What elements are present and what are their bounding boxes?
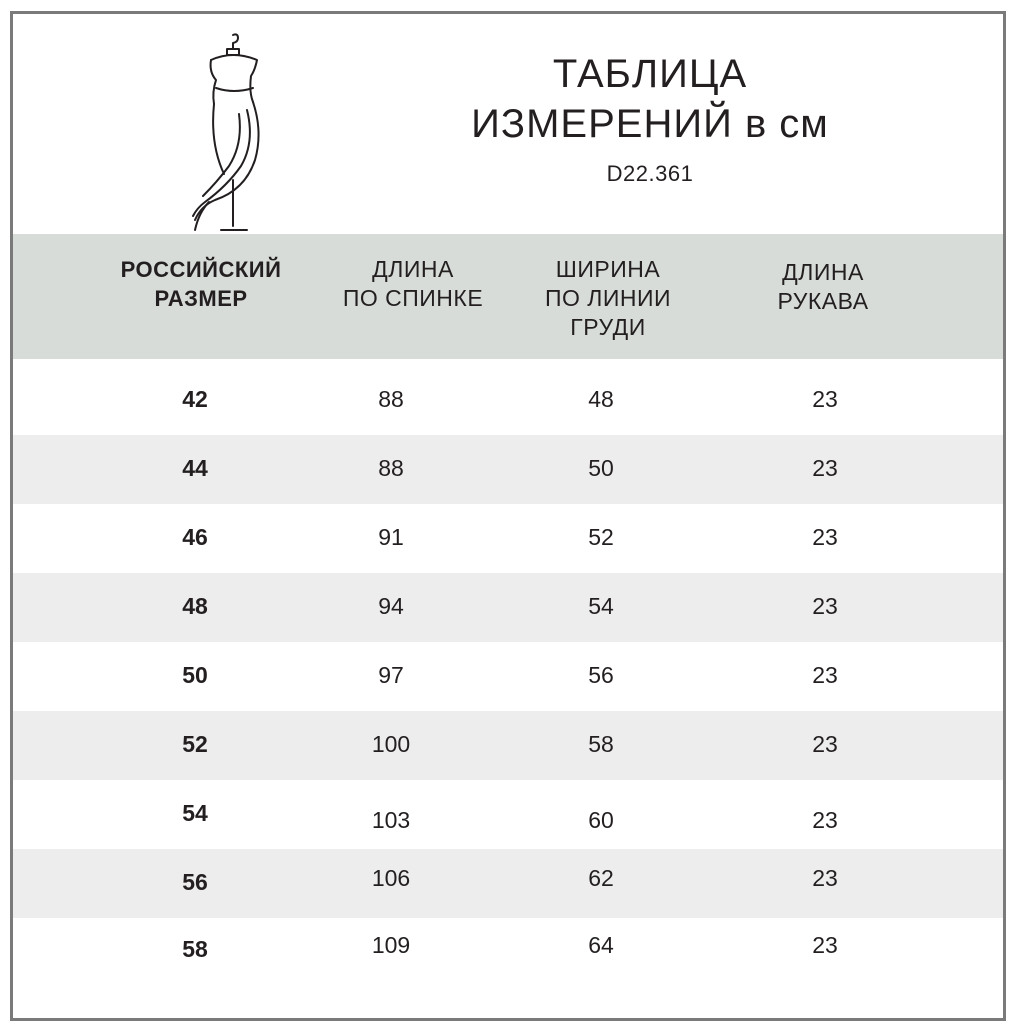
header-sleeve-length: ДЛИНА РУКАВА bbox=[777, 259, 869, 314]
size-cell: 56 bbox=[182, 869, 208, 895]
back-length-cell: 100 bbox=[371, 731, 411, 757]
header-back-length: ДЛИНА ПО СПИНКЕ bbox=[342, 256, 484, 311]
size-cell: 58 bbox=[182, 936, 208, 962]
back-length-cell: 97 bbox=[378, 662, 404, 688]
back-length-cell: 88 bbox=[378, 386, 404, 412]
table-row bbox=[13, 435, 1003, 504]
chest-width-cell: 60 bbox=[588, 807, 614, 833]
back-length-cell: 88 bbox=[378, 455, 404, 481]
chest-width-cell: 50 bbox=[588, 455, 614, 481]
sleeve-length-cell: 23 bbox=[812, 731, 838, 757]
sleeve-length-cell: 23 bbox=[812, 932, 838, 958]
table-header bbox=[13, 234, 1003, 359]
header-chest-width: ШИРИНА ПО ЛИНИИ ГРУДИ bbox=[544, 256, 672, 340]
title-line-1: ТАБЛИЦА bbox=[552, 52, 748, 96]
chest-width-cell: 56 bbox=[588, 662, 614, 688]
table-row bbox=[13, 366, 1003, 435]
back-length-cell: 94 bbox=[378, 593, 404, 619]
sleeve-length-cell: 23 bbox=[812, 865, 838, 891]
sleeve-length-cell: 23 bbox=[812, 524, 838, 550]
sleeve-length-cell: 23 bbox=[812, 386, 838, 412]
sleeve-length-cell: 23 bbox=[812, 593, 838, 619]
chest-width-cell: 58 bbox=[588, 731, 614, 757]
size-cell: 46 bbox=[182, 524, 208, 550]
chest-width-cell: 54 bbox=[588, 593, 614, 619]
size-cell: 48 bbox=[182, 593, 208, 619]
size-cell: 54 bbox=[182, 800, 208, 826]
table-row bbox=[13, 849, 1003, 918]
chest-width-cell: 64 bbox=[588, 932, 614, 958]
size-cell: 50 bbox=[182, 662, 208, 688]
sleeve-length-cell: 23 bbox=[812, 662, 838, 688]
back-length-cell: 106 bbox=[371, 865, 411, 891]
table-row bbox=[13, 711, 1003, 780]
back-length-cell: 103 bbox=[371, 807, 411, 833]
chest-width-cell: 62 bbox=[588, 865, 614, 891]
product-code: D22.361 bbox=[606, 161, 694, 186]
sleeve-length-cell: 23 bbox=[812, 455, 838, 481]
sleeve-length-cell: 23 bbox=[812, 807, 838, 833]
back-length-cell: 91 bbox=[378, 524, 404, 550]
header-russian-size: РОССИЙСКИЙ РАЗМЕР bbox=[120, 257, 282, 311]
table-row bbox=[13, 573, 1003, 642]
size-cell: 42 bbox=[182, 386, 208, 412]
table-row bbox=[13, 504, 1003, 573]
mannequin-icon bbox=[181, 30, 281, 235]
back-length-cell: 109 bbox=[371, 932, 411, 958]
table-row bbox=[13, 642, 1003, 711]
table-row bbox=[13, 918, 1003, 987]
chest-width-cell: 52 bbox=[588, 524, 614, 550]
table-row bbox=[13, 780, 1003, 849]
size-cell: 52 bbox=[182, 731, 208, 757]
size-chart-frame bbox=[10, 11, 1006, 1021]
chest-width-cell: 48 bbox=[588, 386, 614, 412]
title-line-2: ИЗМЕРЕНИЙ в см bbox=[471, 102, 829, 146]
size-cell: 44 bbox=[182, 455, 208, 481]
